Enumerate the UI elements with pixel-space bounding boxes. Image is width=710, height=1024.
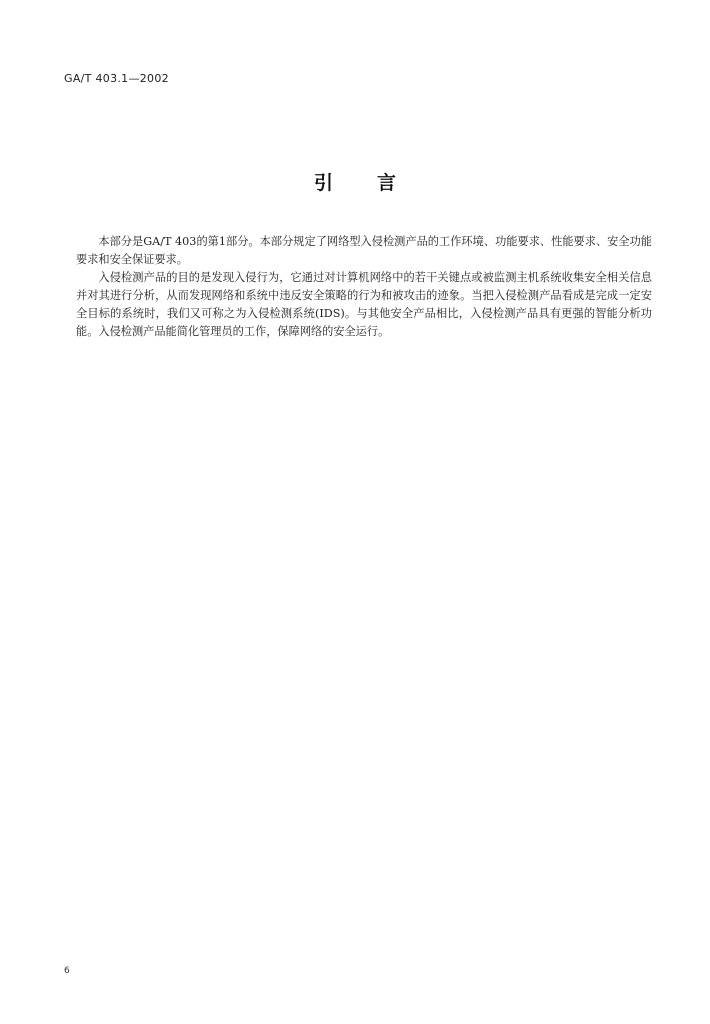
- paragraph-scope: 本部分是GA/T 403的第1部分。本部分规定了网络型入侵检测产品的工作环境、功能要求、性能要求、安全功能要求和安全保证要求。: [76, 235, 652, 266]
- page-number: 6: [64, 966, 70, 976]
- paragraph-purpose: 入侵检测产品的目的是发现入侵行为，它通过对计算机网络中的若干关键点或被监测主机系统收集安全相关信息并对其进行分析，从而发现网络和系统中违反安全策略的行为和被攻击的迹象。当把入侵检测产品看成是完成一定安全目标的系统时，我们又可称之为入侵检测系统(IDS)。与其他安全产品相比，入侵检测产品具有更强的智能分析功能。入侵检测产品能简化管理员的工作，保障网络的安全运行。: [76, 271, 652, 338]
- page-title: 引言: [313, 172, 440, 194]
- standard-code: GA/T 403.1—2002: [64, 72, 169, 85]
- body-text: [76, 233, 652, 341]
